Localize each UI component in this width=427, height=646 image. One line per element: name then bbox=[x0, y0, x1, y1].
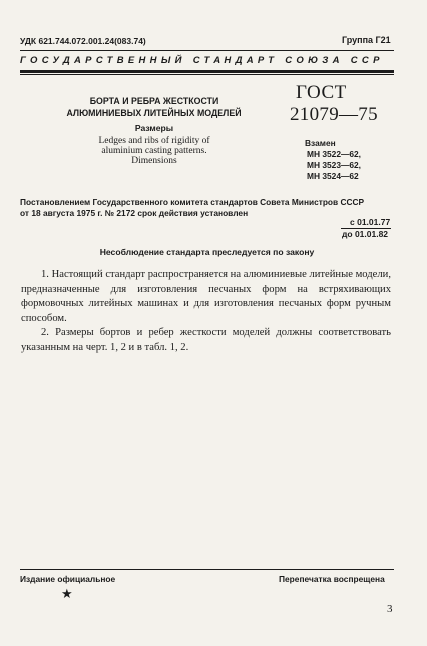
valid-from-date: с 01.01.77 bbox=[350, 217, 391, 227]
english-title-line-2: aluminium casting patterns. bbox=[101, 146, 207, 156]
title-line-2: АЛЮМИНИЕВЫХ ЛИТЕЙНЫХ МОДЕЛЕЙ bbox=[66, 108, 242, 118]
english-title-line-3: Dimensions bbox=[131, 156, 177, 166]
decree-line-2: от 18 августа 1975 г. № 2172 срок действия установлен bbox=[20, 208, 249, 218]
reprint-prohibited: Перепечатка воспрещена bbox=[279, 574, 385, 584]
title-line-1: БОРТА И РЕБРА ЖЕСТКОСТИ bbox=[89, 96, 219, 106]
footer-rule bbox=[20, 569, 394, 570]
state-standard-banner: ГОСУДАРСТВЕННЫЙ СТАНДАРТ СОЮЗА ССР bbox=[20, 55, 384, 66]
replaces-item-1: МН 3522—62, bbox=[307, 149, 361, 159]
english-title-line-1: Ledges and ribs of rigidity of bbox=[98, 136, 210, 146]
paragraph-2: 2. Размеры бортов и ребер жесткости моделей должны соответствовать указанным на черт. 1, 2 и в табл. 1, 2. bbox=[21, 327, 391, 353]
gost-label: ГОСТ bbox=[296, 82, 347, 103]
group-code: Группа Г21 bbox=[342, 35, 391, 45]
top-rule bbox=[20, 50, 394, 51]
valid-to-date: до 01.01.82 bbox=[342, 229, 389, 239]
official-edition: Издание официальное bbox=[20, 574, 116, 584]
gost-number: 21079—75 bbox=[290, 104, 378, 125]
replaces-item-3: МН 3524—62 bbox=[307, 171, 359, 181]
title-subtitle: Размеры bbox=[134, 123, 174, 133]
banner-rule-thick bbox=[20, 70, 394, 73]
replaces-item-2: МН 3523—62, bbox=[307, 160, 361, 170]
star-icon: ★ bbox=[61, 586, 73, 601]
page-number: 3 bbox=[387, 603, 393, 615]
decree-line-1: Постановлением Государственного комитета стандартов Совета Министров СССР bbox=[20, 197, 365, 207]
replaces-label: Взамен bbox=[305, 138, 336, 148]
law-notice: Несоблюдение стандарта преследуется по закону bbox=[99, 247, 315, 257]
banner-rule-thin bbox=[20, 74, 394, 75]
paragraph-1: 1. Настоящий стандарт распространяется на алюминиевые литейные модели, предназначенные для изготовления песчаных форм на встряхивающих формовочных литейных машинах и для изготовления песчаных форм ручным способом. bbox=[21, 269, 391, 324]
udk-code: УДК 621.744.072.001.24(083.74) bbox=[20, 36, 146, 46]
